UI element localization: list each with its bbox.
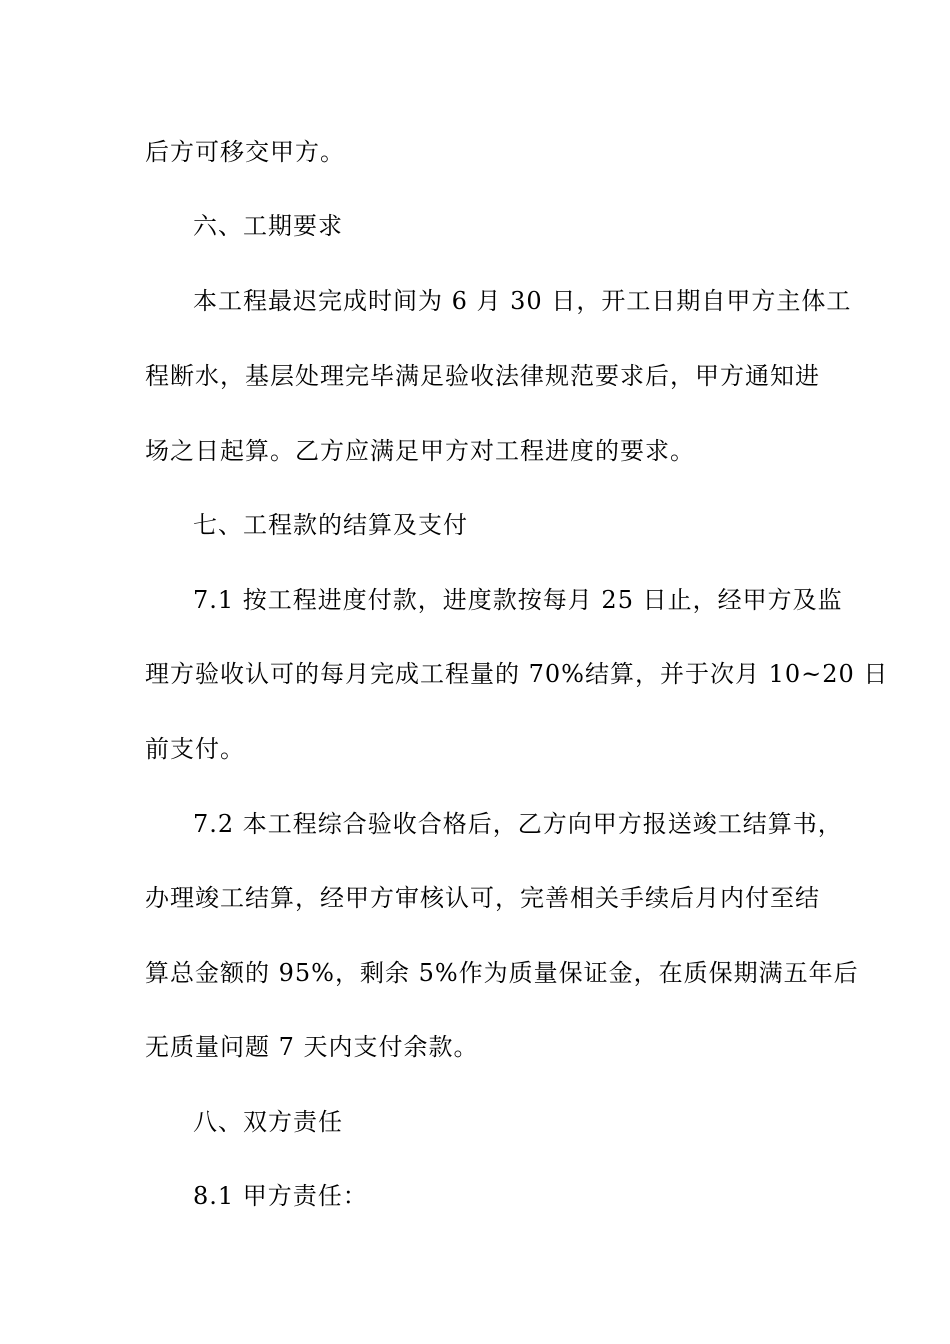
paragraph-line: 算总金额的 95%，剩余 5%作为质量保证金，在质保期满五年后 [145, 959, 859, 987]
section-heading-6: 六、工期要求 [193, 212, 343, 240]
section-heading-8: 八、双方责任 [193, 1108, 343, 1136]
clause-7-1: 7.1 按工程进度付款，进度款按每月 25 日止，经甲方及监 [193, 586, 843, 614]
paragraph-line: 本工程最迟完成时间为 6 月 30 日，开工日期自甲方主体工 [193, 287, 852, 315]
paragraph-line: 办理竣工结算，经甲方审核认可，完善相关手续后月内付至结 [145, 884, 820, 912]
section-heading-7: 七、工程款的结算及支付 [193, 511, 468, 539]
clause-8-1: 8.1 甲方责任： [193, 1182, 368, 1210]
paragraph-line: 程断水，基层处理完毕满足验收法律规范要求后，甲方通知进 [145, 362, 820, 390]
paragraph-line: 前支付。 [145, 735, 245, 763]
paragraph-line: 场之日起算。乙方应满足甲方对工程进度的要求。 [145, 437, 695, 465]
paragraph-line: 无质量问题 7 天内支付余款。 [145, 1033, 479, 1061]
clause-7-2: 7.2 本工程综合验收合格后，乙方向甲方报送竣工结算书， [193, 810, 843, 838]
paragraph-continuation: 后方可移交甲方。 [145, 138, 345, 166]
paragraph-line: 理方验收认可的每月完成工程量的 70%结算，并于次月 10~20 日 [145, 660, 889, 688]
